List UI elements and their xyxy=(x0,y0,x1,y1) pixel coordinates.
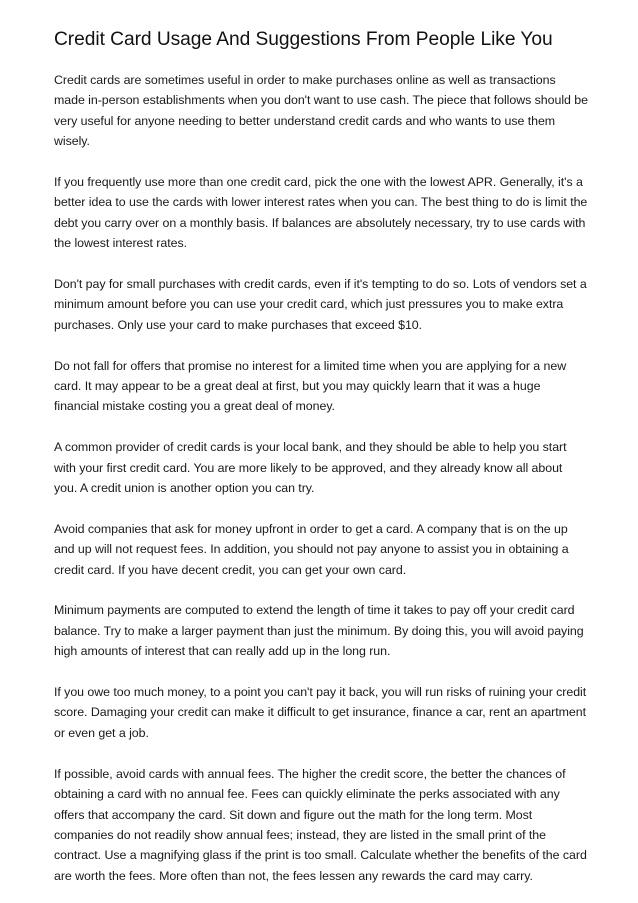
paragraph-local-bank: A common provider of credit cards is your local bank, and they should be able to help you start with your first credit card. You are more likely to be approved, and they already know all about you. A credit union is another option you can try. xyxy=(54,440,567,496)
document-page xyxy=(54,0,588,886)
document-title: Credit Card Usage And Suggestions From People Like You xyxy=(54,29,553,50)
paragraph-small-purchases: Don't pay for small purchases with credit cards, even if it's tempting to do so. Lots of vendors set a minimum amount before you can use your credit card, which just pressures you to make extra purchases. Only use your card to make purchases that exceed $10. xyxy=(54,277,587,332)
paragraph-minimum-payments: Minimum payments are computed to extend the length of time it takes to pay off your credit card balance. Try to make a larger payment than just the minimum. By doing this, you will avoid paying high amounts of interest that can really add up in the long run. xyxy=(54,603,584,659)
paragraph-intro: Credit cards are sometimes useful in order to make purchases online as well as transactions made in-person establishments when you don't want to use cash. The piece that follows should be very useful for anyone needing to better understand credit cards and who wants to use them wisely. xyxy=(54,73,588,149)
paragraph-upfront-fees: Avoid companies that ask for money upfront in order to get a card. A company that is on the up and up will not request fees. In addition, you should not pay anyone to assist you in obtaining a credit card. If you have decent credit, you can get your own card. xyxy=(54,521,569,577)
paragraph-no-interest-offers: Do not fall for offers that promise no interest for a limited time when you are applying for a new card. It may appear to be a great deal at first, but you may quickly learn that it was a huge financial mistake costing you a great deal of money. xyxy=(54,358,567,414)
paragraph-lowest-apr: If you frequently use more than one credit card, pick the one with the lowest APR. Generally, it's a better idea to use the cards with lower interest rates when you can. The best thing to do is limit the debt you carry over on a monthly basis. If balances are absolutely necessary, try to use cards with the lowest interest rates. xyxy=(54,175,588,251)
paragraph-credit-score: If you owe too much money, to a point you can't pay it back, you will run risks of ruining your credit score. Damaging your credit can make it difficult to get insurance, finance a car, rent an apartment or even get a job. xyxy=(54,685,587,740)
paragraph-annual-fees: If possible, avoid cards with annual fees. The higher the credit score, the better the chances of obtaining a card with no annual fee. Fees can quickly eliminate the perks associated with any offers that accompany the card. Sit down and figure out the math for the long term. Most companies do not readily show annual fees; instead, they are listed in the small print of the contract. Use a magnifying glass if the print is too small. Calculate whether the benefits of the card are worth the fees. More often than not, the fees lessen any rewards the card may carry. xyxy=(54,766,587,883)
